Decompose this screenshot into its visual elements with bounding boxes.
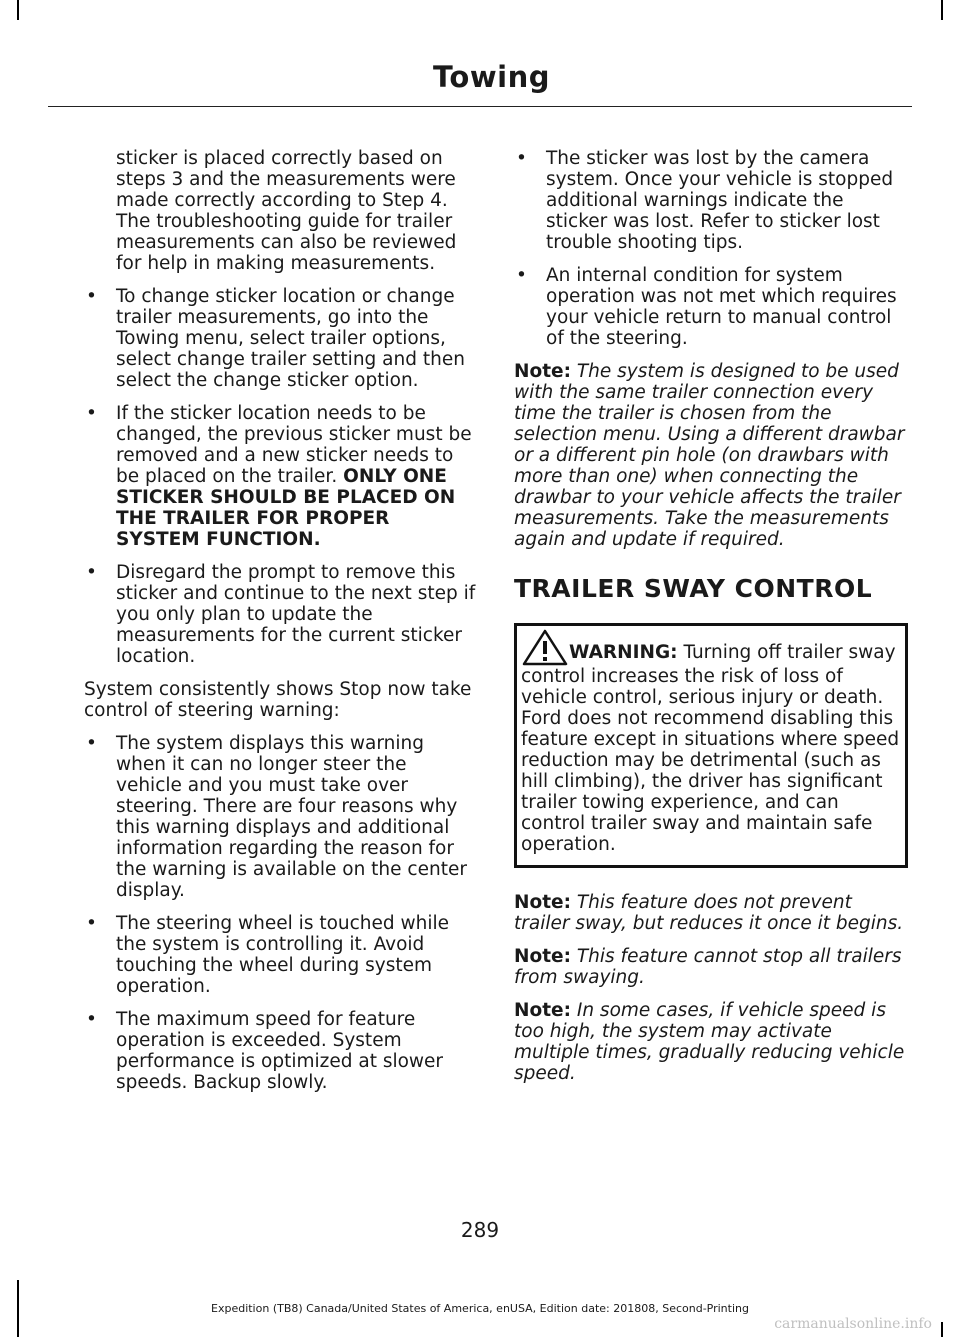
list-item bbox=[84, 403, 476, 550]
note-text: This feature does not prevent trailer sway, but reduces it once it begins. bbox=[514, 892, 904, 934]
bullet-marker: • bbox=[86, 913, 97, 934]
warning-triangle-icon bbox=[521, 628, 569, 666]
left-column bbox=[84, 148, 476, 1105]
list-item bbox=[84, 733, 476, 901]
list-item-text: The sticker was lost by the camera system. Once your vehicle is stopped additional warnings indicate the sticker was lost. Refer to sticker lost trouble shooting tips. bbox=[546, 148, 894, 253]
crop-mark-top-right bbox=[941, 0, 943, 20]
note-label: Note: bbox=[514, 946, 571, 967]
watermark: carmanualsonline.info bbox=[774, 1316, 932, 1332]
list-item-text: If the sticker location needs to be changed, the previous sticker must be removed and a new sticker needs to be placed on the trailer. bbox=[116, 403, 472, 487]
note-text: The system is designed to be used with the same trailer connection every time the trailer is chosen from the selection menu. Using a different drawbar or a different pin hole (on drawbars with more than one) when connecting the drawbar to your vehicle affects the trailer measurements. Take the measurements again and update if required. bbox=[514, 361, 905, 550]
bullet-marker: • bbox=[86, 286, 97, 307]
list-item bbox=[84, 1009, 476, 1093]
page-title: Towing bbox=[433, 60, 550, 94]
list-item-bold-text: ONLY ONE STICKER SHOULD BE PLACED ON THE TRAILER FOR PROPER SYSTEM FUNCTION. bbox=[116, 466, 456, 550]
warning-label: WARNING: bbox=[569, 642, 678, 663]
list-item bbox=[84, 286, 476, 391]
warning-text: control increases the risk of loss of vehicle control, serious injury or death. Ford does not recommend disabling this feature except in situations where speed reduction may be detrimental (such as hill climbing), the driver has significant trailer towing experience, and can control trailer sway and maintain safe operation. bbox=[521, 666, 900, 855]
bullet-list-warning-reasons bbox=[84, 733, 476, 1093]
right-column bbox=[514, 148, 908, 1096]
bullet-list-causes bbox=[514, 148, 908, 349]
note-label: Note: bbox=[514, 1000, 571, 1021]
note-text: This feature cannot stop all trailers from swaying. bbox=[514, 946, 902, 988]
warning-paragraph: System consistently shows Stop now take control of steering warning: bbox=[84, 679, 472, 721]
note bbox=[514, 1000, 908, 1084]
bullet-marker: • bbox=[86, 562, 97, 583]
bullet-marker: • bbox=[86, 1009, 97, 1030]
warning-box bbox=[514, 623, 908, 868]
note bbox=[514, 946, 908, 988]
list-item-text: The maximum speed for feature operation is exceeded. System performance is optimized at slower speeds. Backup slowly. bbox=[116, 1009, 444, 1093]
note-label: Note: bbox=[514, 892, 571, 913]
warning-lead: Turning off trailer sway bbox=[683, 642, 896, 663]
list-item bbox=[84, 913, 476, 997]
list-item-text: To change sticker location or change trailer measurements, go into the Towing menu, select trailer options, select change trailer setting and then select the change sticker option. bbox=[116, 286, 465, 391]
footer-edition-info: Expedition (TB8) Canada/United States of America, enUSA, Edition date: 201808, Second-Printing bbox=[211, 1302, 749, 1315]
header-divider bbox=[48, 106, 912, 107]
list-item-text: Disregard the prompt to remove this sticker and continue to the next step if you only plan to update the measurements for the current sticker location. bbox=[116, 562, 476, 667]
list-item bbox=[514, 148, 908, 253]
page-number: 289 bbox=[460, 1218, 500, 1242]
list-item bbox=[514, 265, 908, 349]
note-label: Note: bbox=[514, 361, 571, 382]
bullet-marker: • bbox=[516, 148, 527, 169]
note bbox=[514, 892, 908, 934]
bullet-marker: • bbox=[86, 403, 97, 424]
list-item bbox=[84, 562, 476, 667]
note bbox=[514, 361, 908, 550]
note-text: In some cases, if vehicle speed is too high, the system may activate multiple times, gradually reducing vehicle speed. bbox=[514, 1000, 905, 1084]
intro-continuation: sticker is placed correctly based on steps 3 and the measurements were made correctly according to Step 4. The troubleshooting guide for trailer measurements can also be reviewed for help in making measurements. bbox=[116, 148, 457, 274]
bullet-list-sticker bbox=[84, 286, 476, 667]
bullet-marker: • bbox=[516, 265, 527, 286]
crop-mark-bottom-right bbox=[941, 1322, 943, 1337]
list-item-text: An internal condition for system operation was not met which requires your vehicle return to manual control of the steering. bbox=[546, 265, 897, 349]
warning-head bbox=[521, 642, 901, 666]
bullet-marker: • bbox=[86, 733, 97, 754]
crop-mark-top-left bbox=[17, 0, 19, 20]
list-item-text: The system displays this warning when it can no longer steer the vehicle and you must take over steering. There are four reasons why this warning displays and additional information regarding the reason for the warning is available on the center display. bbox=[116, 733, 467, 901]
section-heading: TRAILER SWAY CONTROL bbox=[514, 574, 873, 603]
list-item-text: The steering wheel is touched while the system is controlling it. Avoid touching the wheel during system operation. bbox=[116, 913, 450, 997]
warning-lead-line bbox=[569, 642, 896, 666]
